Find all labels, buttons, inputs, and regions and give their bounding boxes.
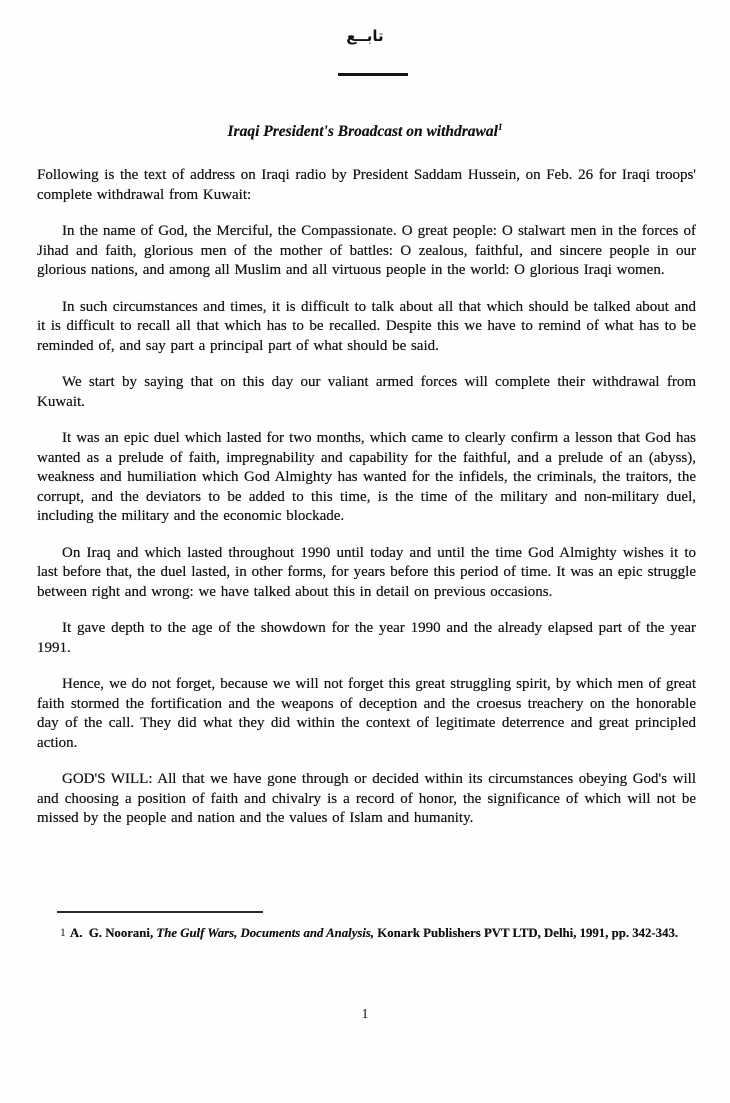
footnote-text	[70, 922, 686, 944]
arabic-continued-label: تابــع	[346, 27, 384, 45]
document-body	[37, 166, 696, 846]
title-text: Iraqi President's Broadcast on withdrawal	[227, 123, 498, 140]
page-title	[0, 123, 730, 141]
paragraph-invocation: In the name of God, the Merciful, the Compassionate. O great people: O stalwart men in the forces of Jihad and faith, glorious men of the mother of battles: O zealous, faithful, and sincere people in our glorious nations, and among all Muslim and all virtuous people in the world: O glorious Iraqi women.	[37, 223, 696, 278]
footnote-reference: 1	[497, 121, 503, 132]
footnote-author: A. G. Noorani,	[70, 926, 157, 940]
footnote	[60, 922, 696, 944]
paragraph: In such circumstances and times, it is difficult to talk about all that which should be talked about and it is difficult to recall all that which has to be recalled. Despite this we have to remind of what has to be reminded of, and say part a principal part of what should be said.	[37, 298, 696, 354]
paragraph: It was an epic duel which lasted for two months, which came to clearly confirm a lesson that God has wanted as a prelude of faith, impregnability and capability for the faithful, and a prelude of an (abyss), weakness and humiliation which God Almighty has wanted for the infidels, the criminals, the traitors, the corrupt, and the deviators to be added to this time, is the time of the military and non-military duel, including the military and the economic blockade.	[37, 430, 696, 524]
paragraph: It gave depth to the age of the showdown for the year 1990 and the already elapsed part of the year 1991.	[37, 620, 696, 656]
footnote-publication: Konark Publishers PVT LTD, Delhi, 1991, pp. 342-343.	[377, 926, 679, 940]
paragraph-gods-will: GOD'S WILL: All that we have gone through or decided within its circumstances obeying God's will and choosing a position of faith and chivalry is a record of honor, the significance of which will not be missed by the people and nation and the values of Islam and humanity.	[37, 771, 696, 826]
paragraph: Hence, we do not forget, because we will not forget this great struggling spirit, by which men of great faith stormed the fortification and the weapons of deception and the croesus treachery on the honorable day of the call. They did what they did within the context of legitimate deterrence and great principled action.	[37, 676, 696, 751]
paragraph: We start by saying that on this day our valiant armed forces will complete their withdrawal from Kuwait.	[37, 374, 696, 410]
paragraph: On Iraq and which lasted throughout 1990 until today and until the time God Almighty wishes it to last before that, the duel lasted, in other forms, for years before this period of time. It was an epic struggle between right and wrong: we have talked about this in detail on previous occasions.	[37, 544, 696, 600]
footnote-work-title: The Gulf Wars, Documents and Analysis,	[156, 926, 378, 940]
footnote-separator	[57, 911, 263, 913]
paragraph-intro: Following is the text of address on Iraqi radio by President Saddam Hussein, on Feb. 26 for Iraqi troops' complete withdrawal from Kuwait:	[37, 167, 696, 203]
page-number: 1	[361, 1007, 369, 1022]
footnote-marker: 1	[60, 927, 66, 939]
header-rule	[338, 73, 408, 76]
